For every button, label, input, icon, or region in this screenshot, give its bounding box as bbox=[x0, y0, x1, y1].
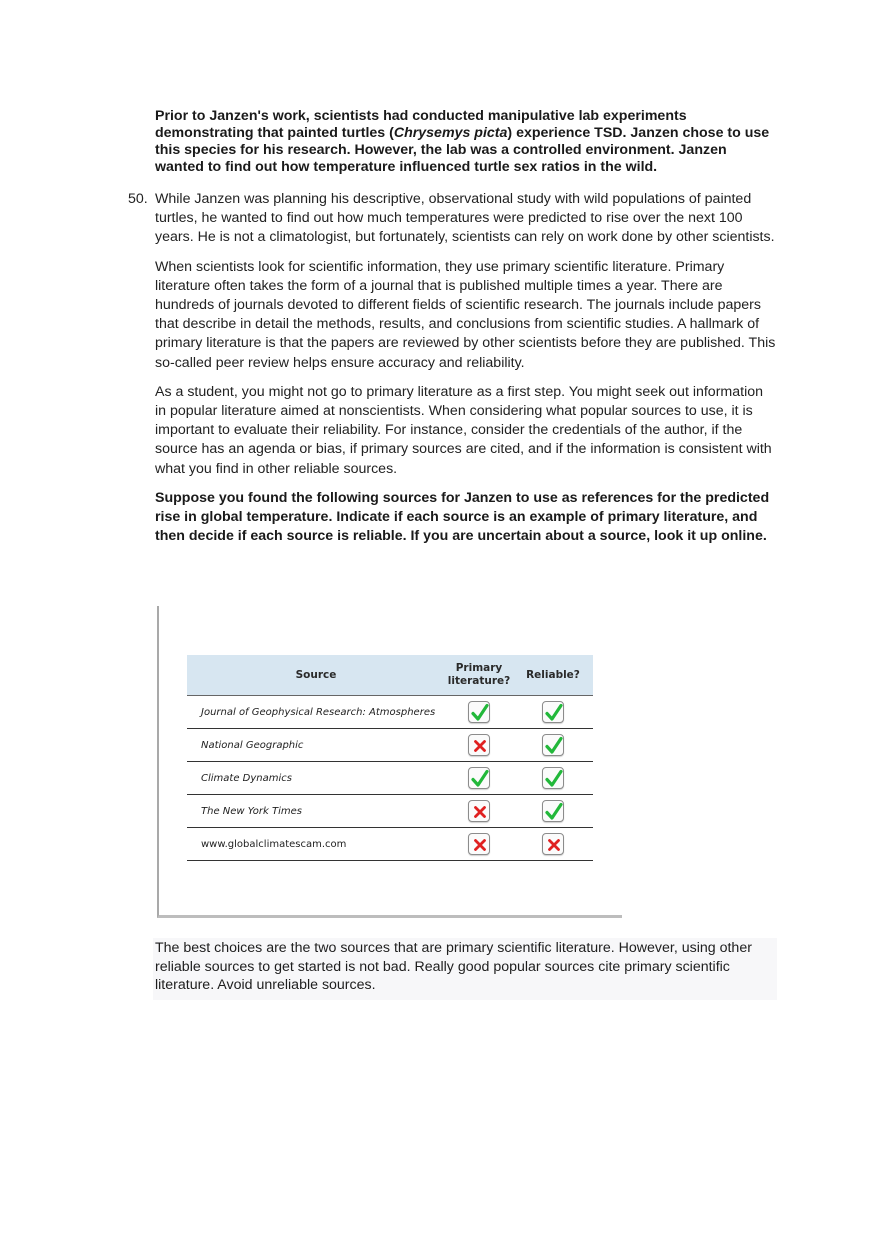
source-cell: National Geographic bbox=[187, 729, 445, 762]
reliable-checkbox[interactable] bbox=[542, 833, 564, 855]
reliable-cell bbox=[513, 696, 593, 729]
reliable-checkbox[interactable] bbox=[542, 734, 564, 756]
primary-checkbox[interactable] bbox=[468, 701, 490, 723]
question-paragraph-1: While Janzen was planning his descriptive, observational study with wild populations of painted turtles, he wanted to find out how much temperatures were predicted to rise over the next 100 years. He is not a climatologist, but fortunately, scientists can rely on work done by other scientists. bbox=[155, 191, 775, 246]
question-paragraph-3: As a student, you might not go to primary literature as a first step. You might seek out information in popular literature aimed at nonscientists. When considering what popular sources to use, it is important to evaluate their reliability. For instance, consider the credentials of the author, if the source has an agenda or bias, if primary sources are cited, and if the information is consistent with what you find in other reliable sources. bbox=[155, 383, 772, 477]
question-number: 50. bbox=[128, 191, 148, 207]
source-cell: Journal of Geophysical Research: Atmospheres bbox=[187, 696, 445, 729]
reliable-cell bbox=[513, 729, 593, 762]
intro-paragraph bbox=[155, 108, 775, 176]
answer-explanation: The best choices are the two sources that are primary scientific literature. However, using other reliable sources to get started is not bad. Really good popular sources cite primary scientific literature. Avoid unreliable sources. bbox=[153, 938, 777, 1000]
intro-text-before: Prior to Janzen's work, scientists had conducted manipulative lab experiments demonstrating that painted turtles ( bbox=[155, 108, 687, 141]
table-row bbox=[187, 795, 593, 828]
source-cell: The New York Times bbox=[187, 795, 445, 828]
sources-table bbox=[187, 655, 593, 861]
table-row bbox=[187, 828, 593, 861]
table-row bbox=[187, 696, 593, 729]
primary-checkbox[interactable] bbox=[468, 734, 490, 756]
primary-cell bbox=[445, 762, 513, 795]
reliable-checkbox[interactable] bbox=[542, 767, 564, 789]
question-paragraph-2: When scientists look for scientific information, they use primary scientific literature. Primary literature often takes the form of a journal that is published multiple times a year. There are hundreds of journals devoted to different fields of scientific research. The journals include papers that describe in detail the methods, results, and conclusions from scientific studies. A hallmark of primary literature is that the papers are reviewed by other scientists before they are published. This so-called peer review helps ensure accuracy and reliability. bbox=[155, 258, 776, 371]
intro-text-after: ) experience TSD. Janzen chose to use this species for his research. However, the lab was a controlled environment. Janzen wanted to find out how temperature influenced turtle sex ratios in the wild. bbox=[155, 125, 770, 175]
question-prompt: Suppose you found the following sources for Janzen to use as references for the predicted rise in global temperature. Indicate if each source is an example of primary literature, and then decide if each source is reliable. If you are uncertain about a source, look it up online. bbox=[155, 489, 770, 545]
table-body bbox=[187, 696, 593, 861]
source-cell: Climate Dynamics bbox=[187, 762, 445, 795]
primary-checkbox[interactable] bbox=[468, 767, 490, 789]
header-primary: Primary literature? bbox=[445, 655, 513, 696]
primary-checkbox[interactable] bbox=[468, 800, 490, 822]
reliable-cell bbox=[513, 828, 593, 861]
question-body bbox=[155, 190, 777, 556]
primary-cell bbox=[445, 729, 513, 762]
header-source: Source bbox=[187, 655, 445, 696]
primary-checkbox[interactable] bbox=[468, 833, 490, 855]
primary-cell bbox=[445, 795, 513, 828]
header-reliable: Reliable? bbox=[513, 655, 593, 696]
reliable-cell bbox=[513, 795, 593, 828]
reliable-checkbox[interactable] bbox=[542, 800, 564, 822]
primary-cell bbox=[445, 828, 513, 861]
source-cell: www.globalclimatescam.com bbox=[187, 828, 445, 861]
primary-cell bbox=[445, 696, 513, 729]
table-row bbox=[187, 729, 593, 762]
table-header-row bbox=[187, 655, 593, 696]
reliable-checkbox[interactable] bbox=[542, 701, 564, 723]
reliable-cell bbox=[513, 762, 593, 795]
species-name: Chrysemys picta bbox=[393, 125, 508, 141]
table-row bbox=[187, 762, 593, 795]
